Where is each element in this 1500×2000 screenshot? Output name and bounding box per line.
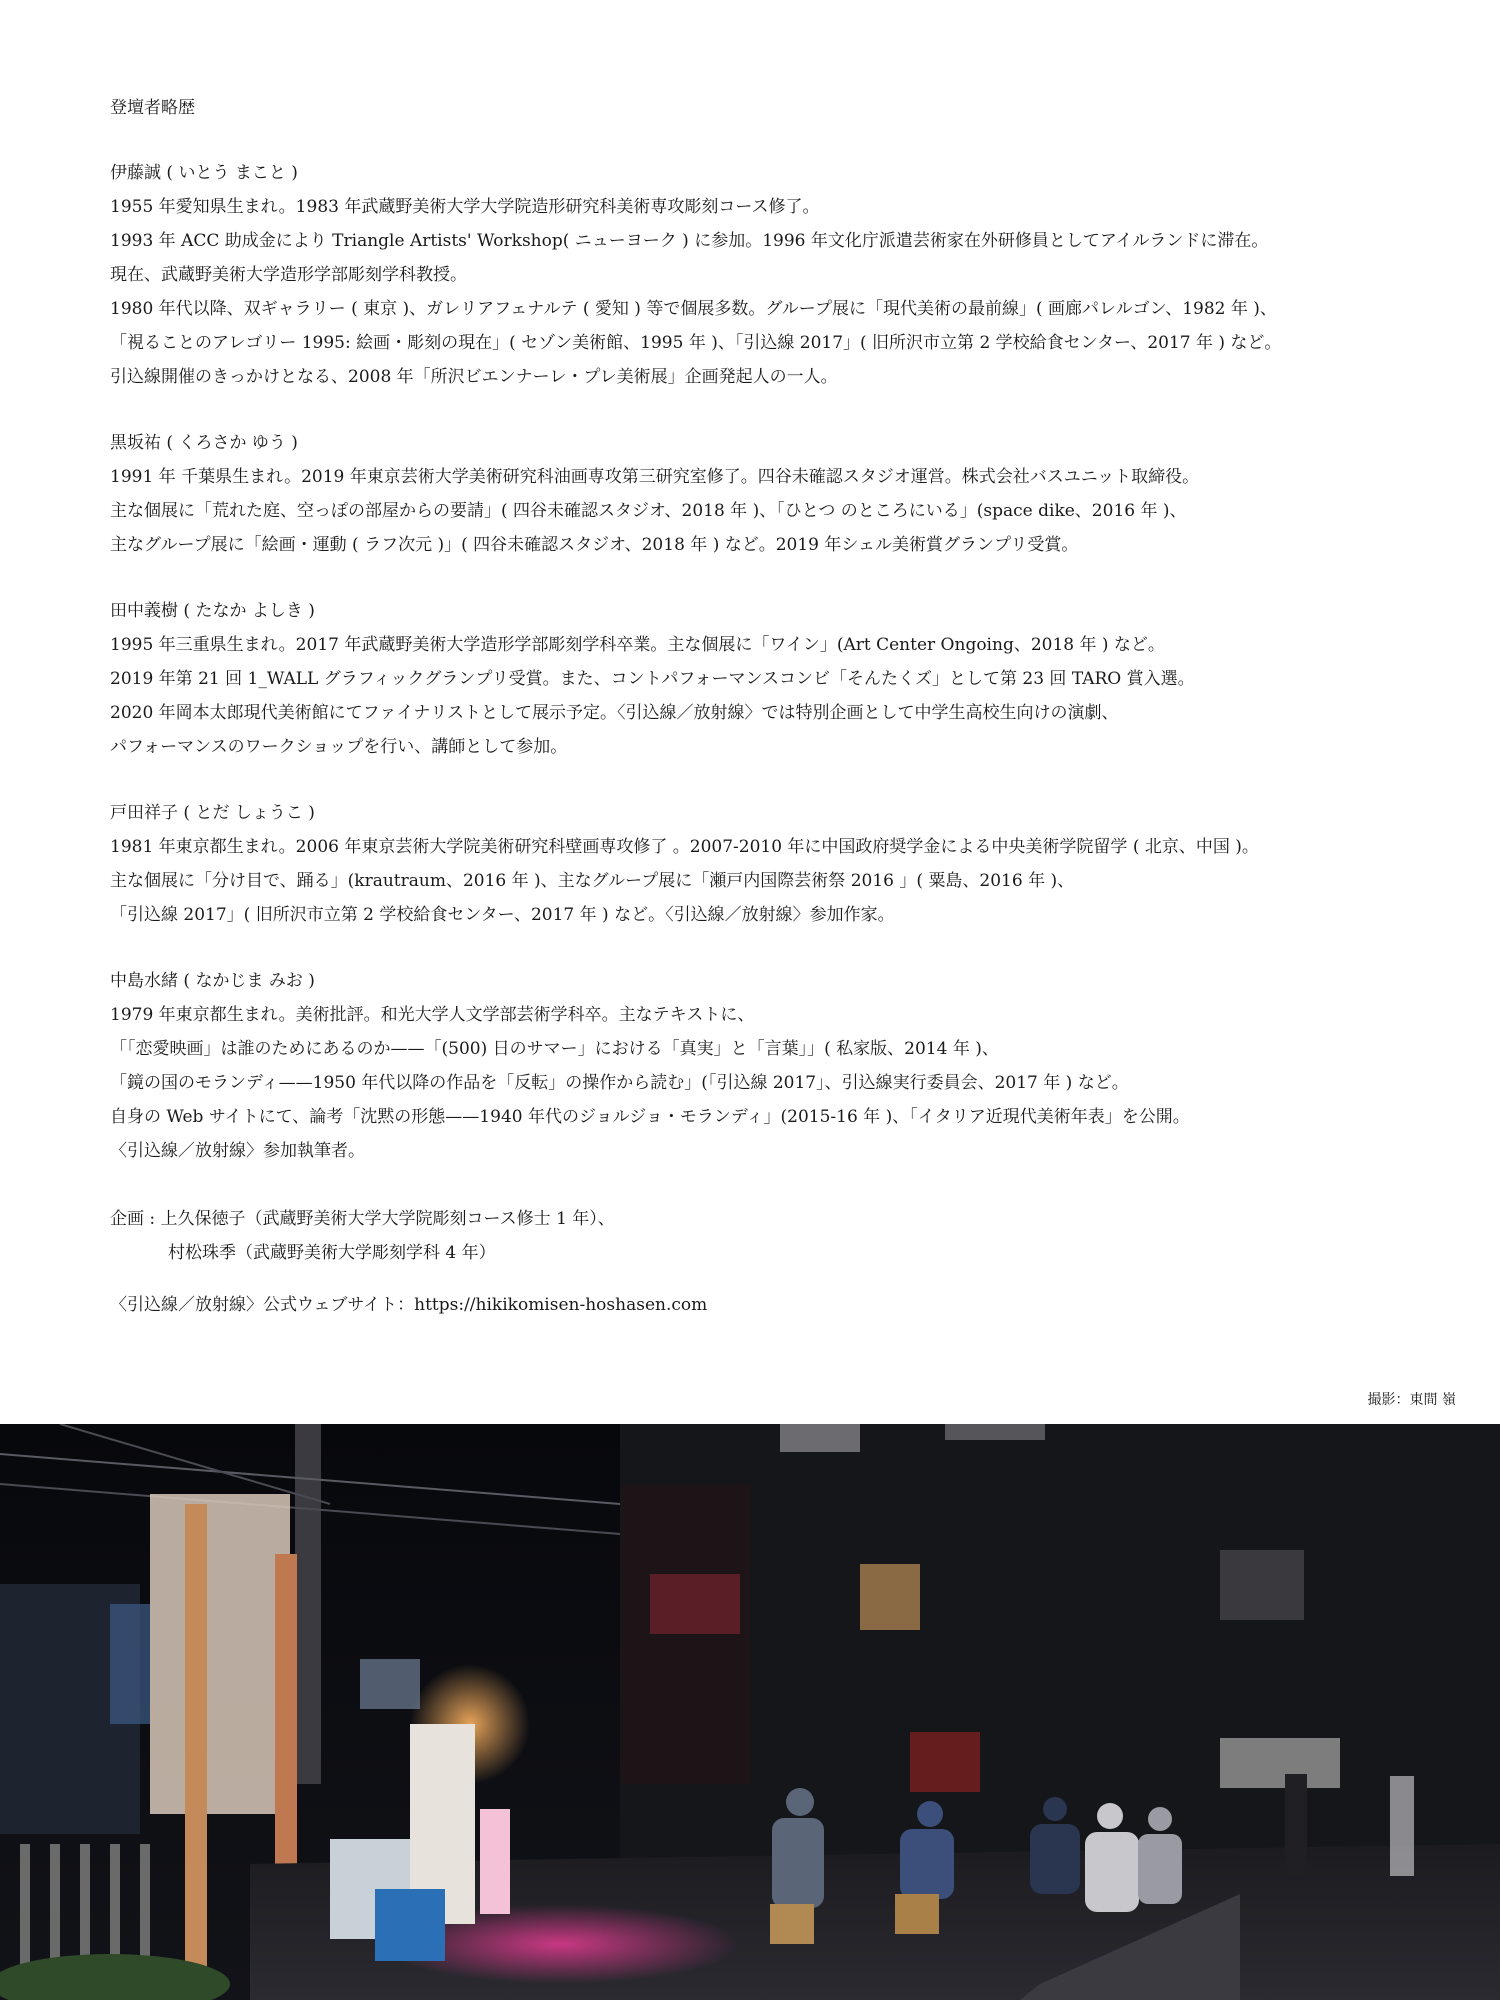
bio-nakajima [110,964,1450,1168]
bio-line: 引込線開催のきっかけとなる、2008 年「所沢ビエンナーレ・プレ美術展」企画発起人の一人。 [110,367,838,387]
bio-name: 伊藤誠 ( いとう まこと ) [110,163,298,183]
bio-line: 1955 年愛知県生まれ。1983 年武蔵野美術大学大学院造形研究科美術専攻彫刻コース修了。 [110,197,820,217]
bio-line: 「視ることのアレゴリー 1995: 絵画・彫刻の現在」( セゾン美術館、1995 年 )、「引込線 2017」( 旧所沢市立第 2 学校給食センター、2017 年 ) など。 [110,333,1282,353]
bio-line: 現在、武蔵野美術大学造形学部彫刻学科教授。 [110,265,467,285]
bio-tanaka [110,594,1450,764]
bio-line: パフォーマンスのワークショップを行い、講師として参加。 [110,737,568,757]
bio-line: 1991 年 千葉県生まれ。2019 年東京芸術大学美術研究科油画専攻第三研究室修了。四谷未確認スタジオ運営。株式会社バスユニット取締役。 [110,467,1200,487]
bio-kurosaka [110,426,1450,562]
photo-illustration [0,1424,1500,2000]
bio-line: 2019 年第 21 回 1_WALL グラフィックグランプリ受賞。また、コントパフォーマンスコンビ「そんたくズ」として第 23 回 TARO 賞入選。 [110,669,1195,689]
bio-name: 黒坂祐 ( くろさか ゆう ) [110,433,298,453]
bio-name: 田中義樹 ( たなか よしき ) [110,601,315,621]
bio-line: 1981 年東京都生まれ。2006 年東京芸術大学院美術研究科壁画専攻修了 。2007-2010 年に中国政府奨学金による中央美術学院留学 ( 北京、中国 )。 [110,837,1259,857]
night-event-photo [0,1424,1500,2000]
bio-list [110,156,1450,1168]
bio-name: 戸田祥子 ( とだ しょうこ ) [110,803,315,823]
bio-line: 2020 年岡本太郎現代美術館にてファイナリストとして展示予定。〈引込線／放射線〉では特別企画として中学生高校生向けの演劇、 [110,703,1119,723]
website-line: 〈引込線／放射線〉公式ウェブサイト：https://hikikomisen-hoshasen.com [110,1295,708,1315]
organizer-line-2: 村松珠季（武蔵野美術大学彫刻学科 4 年） [168,1243,496,1263]
bio-name: 中島水緒 ( なかじま みお ) [110,971,315,991]
organizer-credits [110,1202,1450,1270]
bio-line: 〈引込線／放射線〉参加執筆者。 [110,1141,365,1161]
bio-ito [110,156,1450,394]
bio-line: 主な個展に「荒れた庭、空っぽの部屋からの要請」( 四谷未確認スタジオ、2018 年 )、「ひとつ のところにいる」(space dike、2016 年 )、 [110,501,1187,521]
bio-line: 「「恋愛映画」は誰のためにあるのか——「(500) 日のサマー」における「真実」と「言葉」」( 私家版、2014 年 )、 [110,1039,999,1059]
bio-toda [110,796,1450,932]
bio-line: 1995 年三重県生まれ。2017 年武蔵野美術大学造形学部彫刻学科卒業。主な個展に「ワイン」(Art Center Ongoing、2018 年 ) など。 [110,635,1165,655]
bio-line: 「鏡の国のモランディ——1950 年代以降の作品を「反転」の操作から読む」(「引込線 2017」、引込線実行委員会、2017 年 ) など。 [110,1073,1129,1093]
photo-credit: 撮影：東間 嶺 [1367,1392,1456,1408]
text-area [110,92,1450,1322]
bio-line: 主な個展に「分け目で、踊る」(krautraum、2016 年 )、主なグループ展に「瀬戸内国際芸術祭 2016 」( 粟島、2016 年 )、 [110,871,1075,891]
bio-line: 「引込線 2017」( 旧所沢市立第 2 学校給食センター、2017 年 ) など。〈引込線／放射線〉参加作家。 [110,905,895,925]
bio-line: 1980 年代以降、双ギャラリー ( 東京 )、ガレリアフェナルテ ( 愛知 ) 等で個展多数。グループ展に「現代美術の最前線」( 画廊パレルゴン、1982 年 )、 [110,299,1277,319]
page-heading: 登壇者略歴 [110,98,195,118]
organizer-line-1: 企画 : 上久保徳子（武蔵野美術大学大学院彫刻コース修士 1 年）、 [110,1209,615,1229]
bio-line: 1993 年 ACC 助成金により Triangle Artists' Workshop( ニューヨーク ) に参加。1996 年文化庁派遣芸術家在外研修員としてアイルランドに滞在。 [110,231,1269,251]
bio-line: 自身の Web サイトにて、論考「沈黙の形態——1940 年代のジョルジョ・モランディ」(2015-16 年 )、「イタリア近現代美術年表」を公開。 [110,1107,1190,1127]
bio-line: 1979 年東京都生まれ。美術批評。和光大学人文学部芸術学科卒。主なテキストに、 [110,1005,755,1025]
bio-line: 主なグループ展に「絵画・運動 ( ラフ次元 )」( 四谷未確認スタジオ、2018 年 ) など。2019 年シェル美術賞グランプリ受賞。 [110,535,1079,555]
